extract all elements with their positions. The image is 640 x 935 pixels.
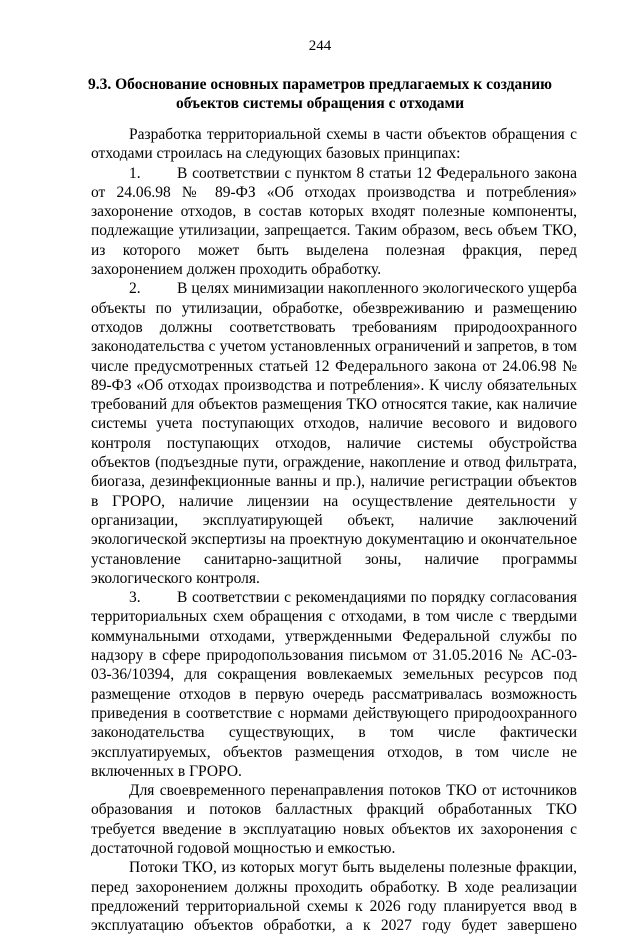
list-item-text: В соответствии с рекомендациями по порядку согласования территориальных схем обращения с отходами, в том числе с твердыми коммунальными отходами, утвержденными Федеральной службы по надзору в сфере природопользования письмом от 31.05.2016 № АС-03-03-36/10394, для сокращения вовлекаемых земельных ресурсов под размещение отходов в первую очередь рассматривалась возможность приведения в соответствие с нормами действующего природоохранного законодательства существующих, в том числе фактически эксплуатируемых, объектов размещения отходов, в том числе не включенных в ГРОРО. xyxy=(91,589,577,780)
list-item-text: В целях минимизации накопленного экологического ущерба объекты по утилизации, обработке, обезвреживанию и размещению отходов должны соответствовать требованиям природоохранного законодательства с учетом установленных ограничений и запретов, в том числе предусмотренных статьей 12 Федерального закона от 24.06.98 № 89-ФЗ «Об отходах производства и потребления». К числу обязательных требований для объектов размещения ТКО относятся такие, как наличие системы учета поступающих отходов, наличие весового и видового контроля поступающих отходов, наличие системы обустройства объектов (подъездные пути, ограждение, накопление и отвод фильтрата, биогаза, дезинфекционные ванны и пр.), наличие регистрации объектов в ГРОРО, наличие лицензии на осуществление деятельности у организации, эксплуатирующей объект, наличие заключений экологической экспертизы на проектную документацию и окончательное установление санитарно-защитной зоны, наличие программы экологического контроля. xyxy=(91,280,577,587)
document-body xyxy=(91,125,577,935)
paragraph-redirect: Для своевременного перенаправления потоков ТКО от источников образования и потоков балластных фракций обработанных ТКО требуется введение в эксплуатацию новых объектов их захоронения с достаточной годовой мощностью и емкостью. xyxy=(91,782,577,857)
paragraph-intro: Разработка территориальной схемы в части объектов обращения с отходами строилась на следующих базовых принципах: xyxy=(91,126,577,163)
list-item-text: В соответствии с пунктом 8 статьи 12 Федерального закона от 24.06.98 № 89-ФЗ «Об отходах производства и потребления» захоронение отходов, в состав которых входят полезные компоненты, подлежащие утилизации, запрещается. Таким образом, весь объем ТКО, из которого может быть выделена полезная фракция, перед захоронением должен проходить обработку. xyxy=(91,164,577,279)
list-item-number: 3. xyxy=(129,589,141,607)
list-item-number: 1. xyxy=(129,164,141,182)
page-number: 244 xyxy=(308,38,332,54)
list-item-2 xyxy=(91,279,577,588)
section-heading xyxy=(70,75,570,113)
list-item-number: 2. xyxy=(129,280,141,298)
list-item-3 xyxy=(91,588,577,781)
section-heading-line-2: объектов системы обращения с отходами xyxy=(175,95,465,112)
list-item-1 xyxy=(91,164,577,280)
paragraph-flows: Потоки ТКО, из которых могут быть выделены полезные фракции, перед захоронением должны проходить обработку. В ходе реализации предложений территориальной схемы к 2026 году планируется ввод в эксплуатацию объектов обработки, а к 2027 году будет завершено xyxy=(91,859,577,935)
section-heading-line-1: 9.3. Обоснование основных параметров предлагаемых к созданию xyxy=(87,76,552,93)
